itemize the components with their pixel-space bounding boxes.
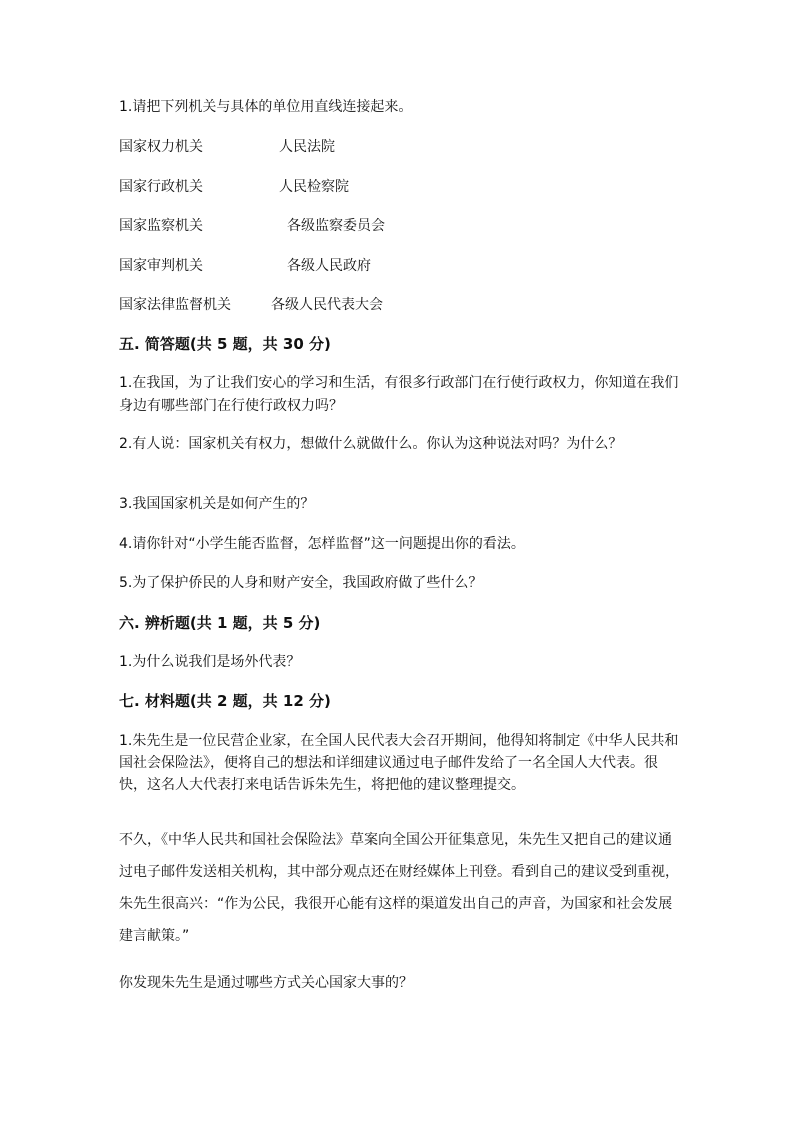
section-heading-material: 七. 材料题(共 2 题，共 12 分) [119, 692, 331, 710]
match-left-item: 国家审判机关 [119, 258, 203, 274]
short-answer-question: 2.有人说：国家机关有权力，想做什么就做什么。你认为这种说法对吗？为什么？ [119, 436, 623, 452]
short-answer-question: 3.我国国家机关是如何产生的？ [119, 496, 315, 512]
match-right-item: 各级监察委员会 [287, 218, 385, 234]
section-heading-analysis: 六. 辨析题(共 1 题，共 5 分) [119, 614, 321, 632]
matching-question: 1.请把下列机关与具体的单位用直线连接起来。 [119, 99, 413, 115]
material-paragraph: 不久，《中华人民共和国社会保险法》草案向全国公开征集意见，朱先生又把自己的建议通过电子邮件发送相关机构，其中部分观点还在财经媒体上刊登。看到自己的建议受到重视，朱先生很高兴：“作为公民，我很开心能有这样的渠道发出自己的声音，为国家和社会发展建言献策。” [119, 832, 679, 944]
match-left-item: 国家行政机关 [119, 179, 203, 195]
match-right-item: 人民检察院 [279, 179, 349, 195]
match-left-item: 国家监察机关 [119, 218, 203, 234]
analysis-question: 1.为什么说我们是场外代表？ [119, 654, 301, 670]
short-answer-question: 1.在我国，为了让我们安心的学习和生活，有很多行政部门在行使行政权力，你知道在我们身边有哪些部门在行使行政权力吗？ [119, 375, 679, 414]
match-right-item: 各级人民代表大会 [271, 297, 383, 313]
section-heading-short-answer: 五. 简答题(共 5 题，共 30 分) [119, 335, 331, 353]
material-question: 你发现朱先生是通过哪些方式关心国家大事的？ [119, 975, 413, 991]
match-right-item: 人民法院 [279, 139, 335, 155]
match-right-item: 各级人民政府 [287, 258, 371, 274]
short-answer-question: 4.请你针对“小学生能否监督，怎样监督”这一问题提出你的看法。 [119, 536, 525, 552]
short-answer-question: 5.为了保护侨民的人身和财产安全，我国政府做了些什么？ [119, 575, 483, 591]
material-paragraph: 1.朱先生是一位民营企业家，在全国人民代表大会召开期间，他得知将制定《中华人民共和国社会保险法》，便将自己的想法和详细建议通过电子邮件发给了一名全国人大代表。很快，这名人大代表打来电话告诉朱先生，将把他的建议整理提交。 [119, 733, 679, 793]
match-left-item: 国家法律监督机关 [119, 297, 231, 313]
match-left-item: 国家权力机关 [119, 139, 203, 155]
